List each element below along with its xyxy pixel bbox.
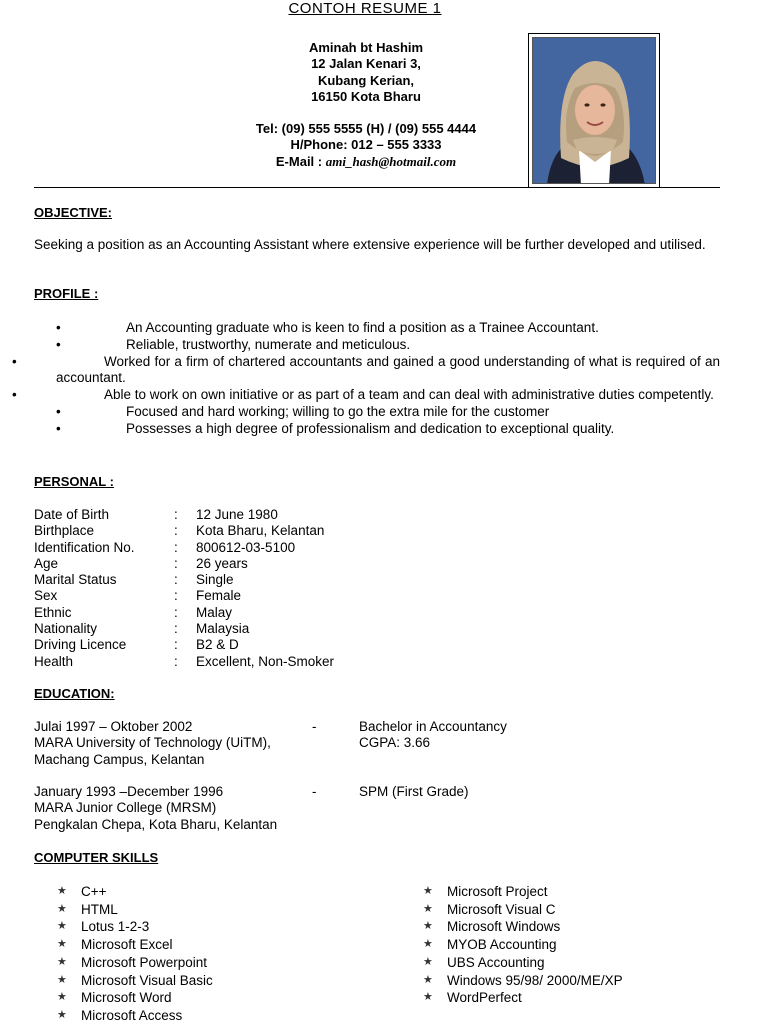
portrait-illustration — [533, 38, 656, 184]
personal-row: Ethnic : Malay — [34, 604, 233, 620]
personal-row: Driving Licence : B2 & D — [34, 637, 239, 653]
edu-grade: CGPA: 3.66 — [359, 735, 431, 751]
list-item: ★ Lotus 1-2-3 — [57, 919, 150, 935]
star-icon: ★ — [423, 973, 433, 986]
list-item: ★ Microsoft Excel — [57, 937, 173, 953]
bullet-icon: • — [12, 387, 17, 403]
bullet-icon: • — [56, 403, 61, 419]
personal-row: Sex : Female — [34, 588, 242, 604]
star-icon: ★ — [57, 955, 67, 968]
edu-result: SPM (First Grade) — [359, 784, 469, 799]
contact-header — [236, 40, 496, 170]
email-line — [236, 154, 496, 170]
profile-heading: PROFILE : — [34, 286, 99, 301]
list-item: ★ Microsoft Project — [423, 884, 548, 899]
list-item: • Possesses a high degree of professionalism and dedication to exceptional quality. — [56, 420, 615, 436]
edu-date: January 1993 –December 1996 — [34, 784, 224, 799]
education-entry: Julai 1997 – Oktober 2002 - Bachelor in Accountancy MARA University of Technology (UiTM), CGPA: 3.66 Machang Campus, Kelantan — [34, 719, 507, 767]
list-item: ★ Microsoft Windows — [423, 919, 561, 935]
list-item: ★ Microsoft Access — [57, 1007, 183, 1023]
edu-school: MARA Junior College (MRSM) — [34, 800, 217, 816]
edu-place: Pengkalan Chepa, Kota Bharu, Kelantan — [34, 816, 278, 832]
education-entry: January 1993 –December 1996 - SPM (First Grade) MARA Junior College (MRSM) Pengkalan Chepa, Kota Bharu, Kelantan — [34, 784, 469, 832]
edu-place: Machang Campus, Kelantan — [34, 751, 205, 767]
star-icon: ★ — [57, 885, 67, 897]
star-icon: ★ — [423, 902, 433, 915]
skills-heading: COMPUTER SKILLS — [34, 850, 159, 865]
resume-title: CONTOH RESUME 1 — [288, 0, 442, 17]
email-address: ami_hash@hotmail.com — [325, 153, 457, 169]
email-label: E-Mail : — [275, 153, 326, 169]
edu-school: MARA University of Technology (UiTM), — [34, 735, 271, 751]
list-item: ★ WordPerfect — [423, 990, 522, 1006]
list-item: ★ Microsoft Visual C — [423, 901, 556, 917]
list-item: ★ HTML — [57, 901, 118, 917]
bullet-icon: • — [56, 320, 61, 335]
edu-date: Julai 1997 – Oktober 2002 — [34, 719, 193, 734]
skills-list-right — [423, 883, 623, 1007]
list-item: • Focused and hard working; willing to go the extra mile for the customer — [56, 403, 550, 419]
bullet-icon: • — [56, 420, 61, 436]
edu-result: Bachelor in Accountancy — [359, 719, 507, 734]
star-icon: ★ — [423, 938, 433, 951]
education-heading: EDUCATION: — [34, 686, 115, 701]
star-icon: ★ — [57, 902, 67, 915]
objective-heading: OBJECTIVE: — [34, 205, 113, 220]
personal-row: Birthplace : Kota Bharu, Kelantan — [34, 523, 325, 539]
star-icon: ★ — [57, 1008, 67, 1021]
personal-row: Date of Birth : 12 June 1980 — [34, 507, 278, 522]
star-icon: ★ — [57, 938, 67, 951]
handphone: H/Phone: 012 – 555 3333 — [290, 137, 442, 153]
list-item: ★ Microsoft Visual Basic — [57, 972, 213, 988]
address-line-1: 12 Jalan Kenari 3, — [311, 56, 421, 72]
star-icon: ★ — [423, 885, 433, 897]
telephone: Tel: (09) 555 5555 (H) / (09) 555 4444 — [255, 121, 477, 137]
list-item: ★ Microsoft Word — [57, 990, 172, 1006]
bullet-icon: • — [12, 353, 17, 369]
personal-row: Age : 26 years — [34, 555, 248, 571]
list-item: • An Accounting graduate who is keen to find a position as a Trainee Accountant. — [56, 320, 599, 335]
personal-row: Identification No. : 800612-03-5100 — [34, 539, 296, 555]
list-item: • Reliable, trustworthy, numerate and meticulous. — [56, 336, 411, 352]
profile-list — [12, 320, 720, 438]
list-item: ★ Windows 95/98/ 2000/ME/XP — [423, 972, 623, 988]
star-icon: ★ — [423, 955, 433, 968]
personal-row: Health : Excellent, Non-Smoker — [34, 653, 335, 669]
star-icon: ★ — [423, 991, 433, 1004]
personal-row: Marital Status : Single — [34, 572, 234, 588]
list-item: ★ MYOB Accounting — [423, 937, 557, 953]
personal-row: Nationality : Malaysia — [34, 621, 250, 637]
star-icon: ★ — [57, 973, 67, 986]
bullet-icon: • — [56, 336, 61, 352]
objective-text: Seeking a position as an Accounting Assistant where extensive experience will be further developed and utilised. — [34, 237, 706, 252]
personal-details — [34, 507, 334, 670]
header-divider — [34, 187, 720, 188]
photo-frame — [528, 33, 660, 188]
list-item: • Worked for a firm of chartered accountants and gained a good understanding of what is required of an accountant. — [12, 353, 720, 386]
profile-photo — [532, 37, 656, 184]
star-icon: ★ — [57, 991, 67, 1004]
address-line-3: 16150 Kota Bharu — [311, 88, 421, 104]
star-icon: ★ — [57, 920, 67, 933]
list-item: ★ Microsoft Powerpoint — [57, 954, 208, 970]
star-icon: ★ — [423, 920, 433, 933]
list-item: ★ UBS Accounting — [423, 954, 545, 970]
candidate-name: Aminah bt Hashim — [308, 40, 424, 55]
skills-list-left — [57, 883, 213, 1024]
list-item: ★ C++ — [57, 884, 107, 899]
list-item: • Able to work on own initiative or as part of a team and can deal with administrative duties competently. — [12, 387, 714, 403]
address-line-2: Kubang Kerian, — [317, 72, 415, 88]
personal-heading: PERSONAL : — [34, 474, 114, 489]
